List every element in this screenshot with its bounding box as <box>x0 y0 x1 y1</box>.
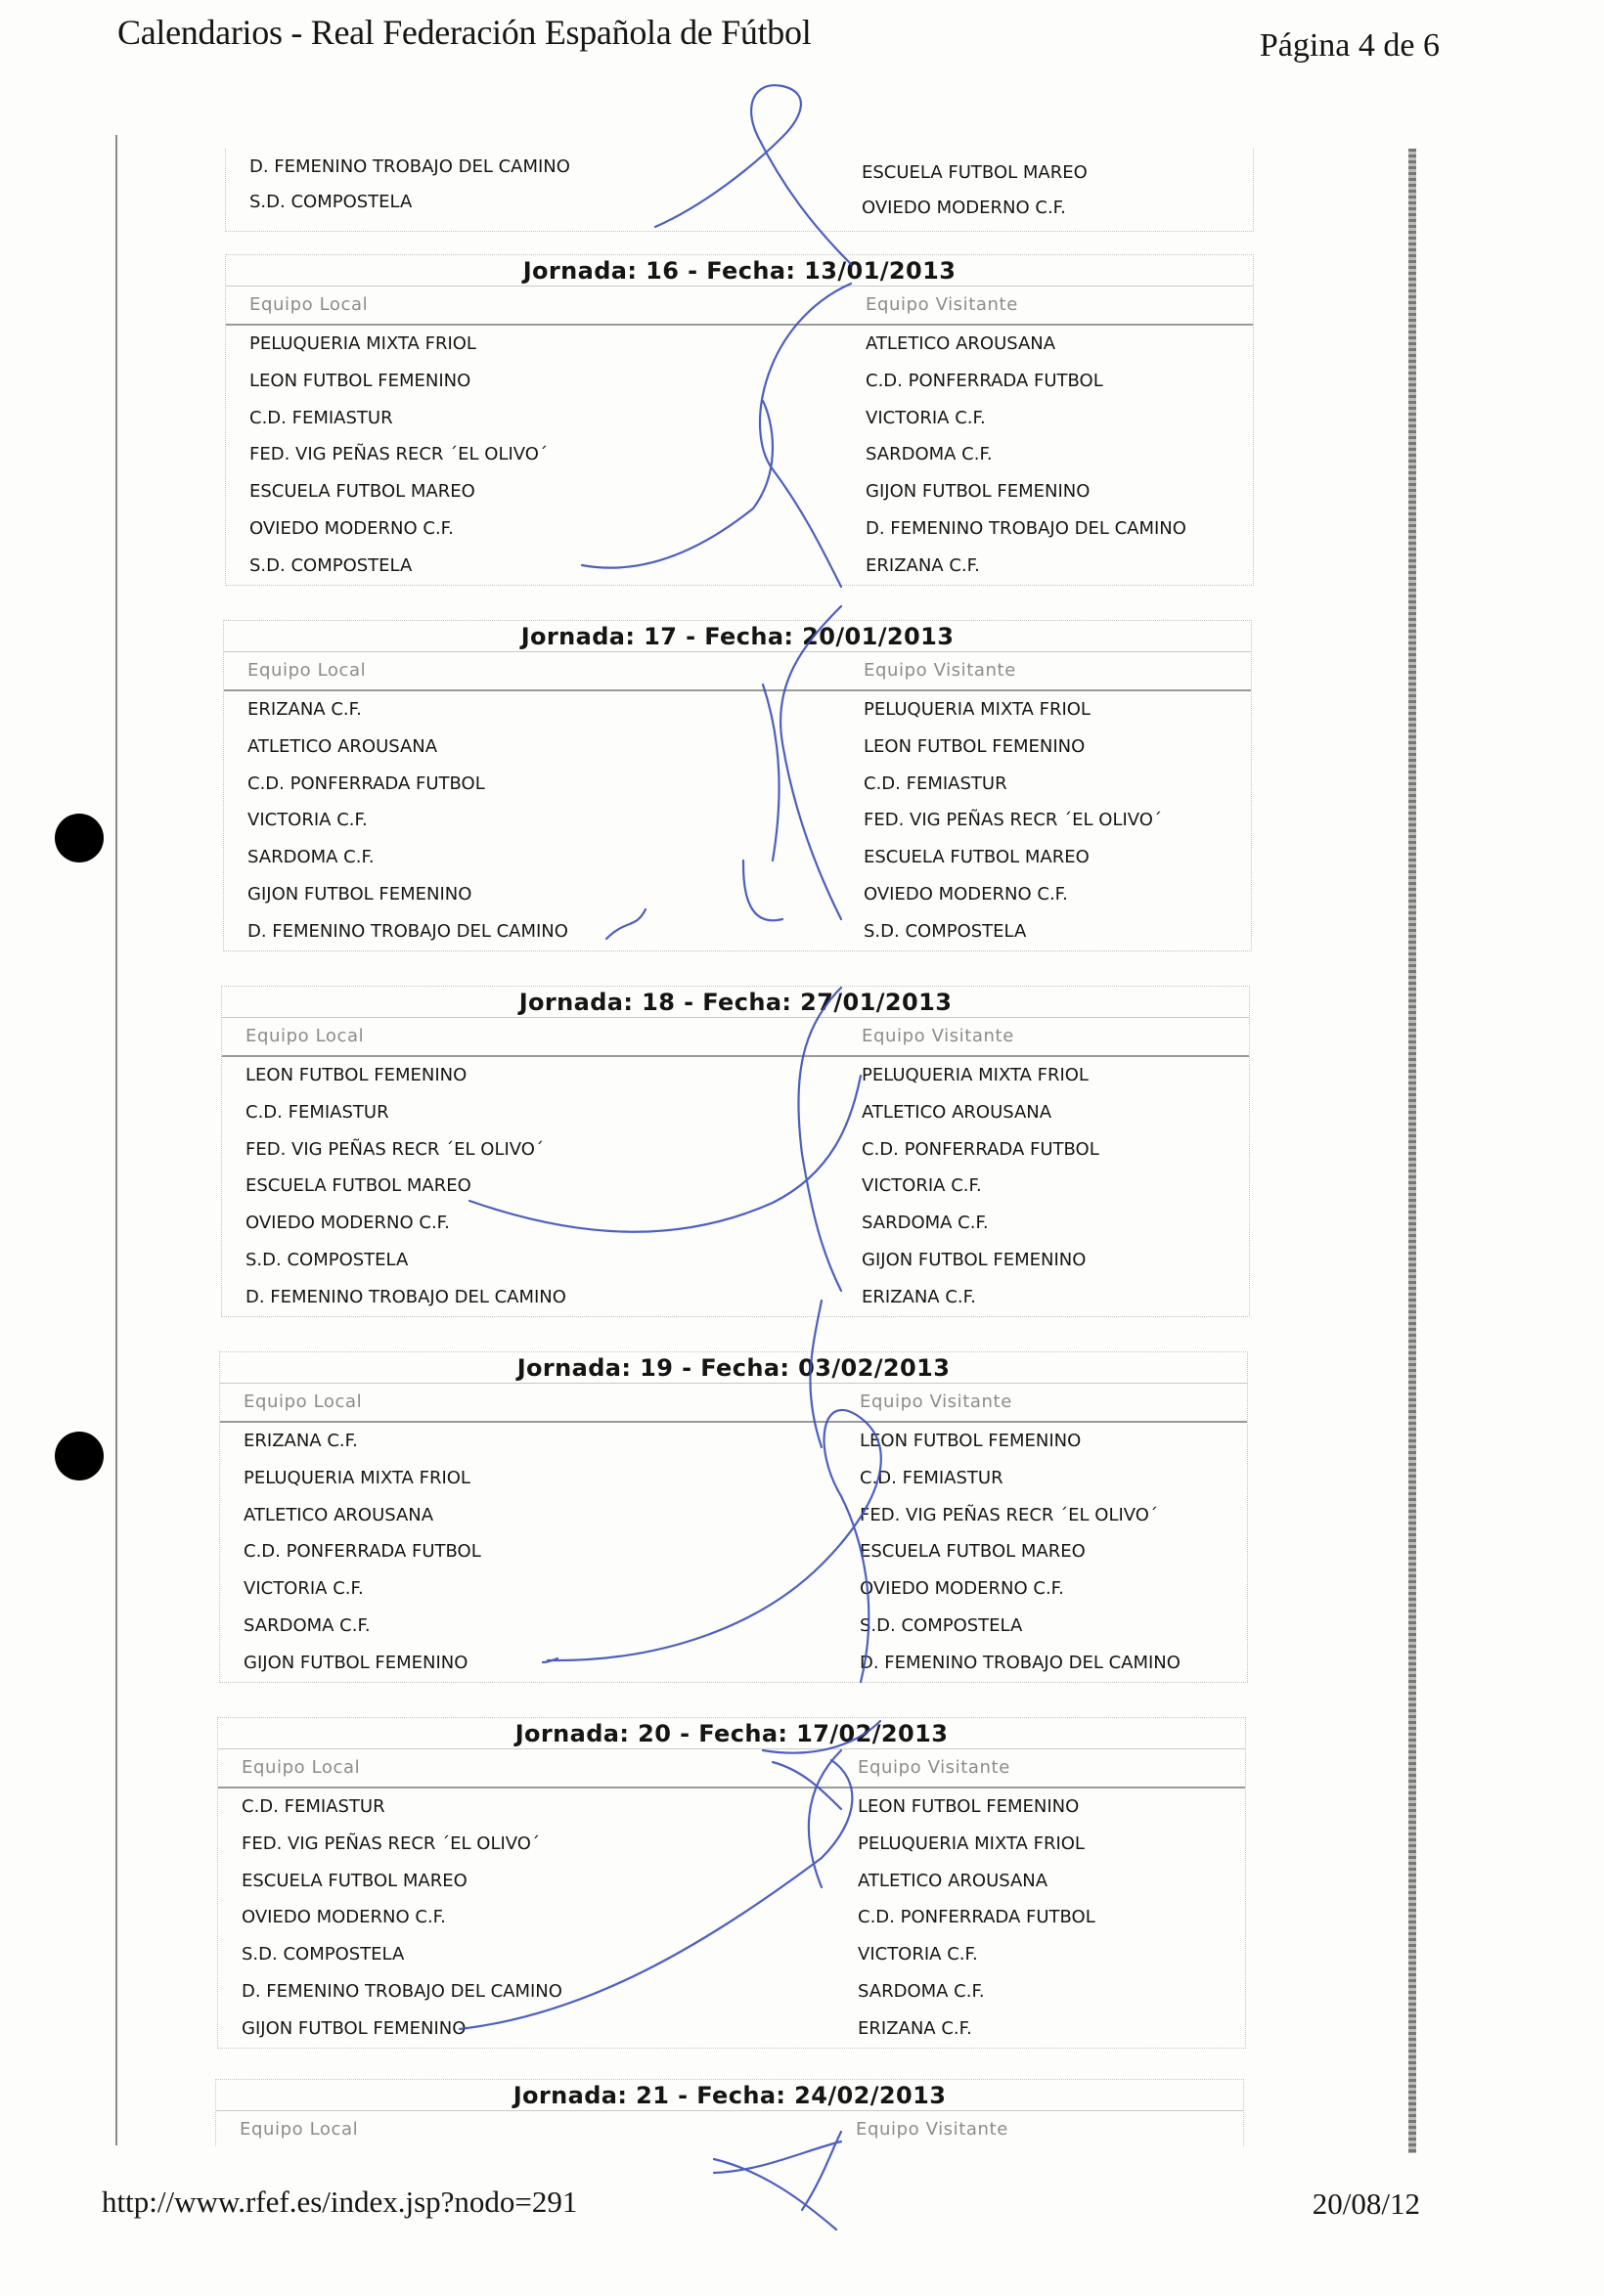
visitante-header: Equipo Visitante <box>864 660 1016 681</box>
local-header: Equipo Local <box>249 294 369 315</box>
visiting-team: GIJON FUTBOL FEMENINO <box>866 481 1091 503</box>
match-row <box>224 766 1251 803</box>
jornada-title: Jornada: 20 - Fecha: 17/02/2013 <box>218 1718 1245 1749</box>
local-team: C.D. FEMIASTUR <box>249 407 393 428</box>
match-row <box>224 876 1251 913</box>
match-row <box>220 1423 1247 1460</box>
match-row <box>220 1570 1247 1608</box>
match-row <box>224 729 1251 766</box>
visiting-team: S.D. COMPOSTELA <box>864 920 1027 942</box>
visiting-team: ESCUELA FUTBOL MAREO <box>862 162 1088 183</box>
local-team: VICTORIA C.F. <box>244 1578 364 1600</box>
visiting-team: PELUQUERIA MIXTA FRIOL <box>864 699 1091 720</box>
match-row <box>222 1279 1249 1316</box>
footer-url: http://www.rfef.es/index.jsp?nodo=291 <box>102 2185 578 2219</box>
match-row <box>226 326 1253 363</box>
match-row <box>218 2010 1245 2048</box>
visiting-team: C.D. PONFERRADA FUTBOL <box>862 1138 1099 1160</box>
visiting-team: LEON FUTBOL FEMENINO <box>858 1796 1080 1817</box>
visiting-team: VICTORIA C.F. <box>862 1175 982 1197</box>
page-title: Calendarios - Real Federación Española de Fútbol <box>117 13 812 52</box>
jornada-title: Jornada: 16 - Fecha: 13/01/2013 <box>226 255 1253 287</box>
local-team: GIJON FUTBOL FEMENINO <box>244 1652 468 1673</box>
match-row <box>220 1645 1247 1682</box>
match-row <box>220 1608 1247 1645</box>
visiting-team: ESCUELA FUTBOL MAREO <box>860 1541 1086 1563</box>
visiting-team: OVIEDO MODERNO C.F. <box>860 1578 1064 1600</box>
match-row <box>222 1131 1249 1169</box>
visiting-team: SARDOMA C.F. <box>862 1213 989 1234</box>
visiting-team: LEON FUTBOL FEMENINO <box>864 735 1086 757</box>
visiting-team: PELUQUERIA MIXTA FRIOL <box>858 1832 1085 1854</box>
local-team: VICTORIA C.F. <box>247 810 368 831</box>
jornada-block <box>223 620 1252 951</box>
match-row <box>218 1936 1245 1973</box>
local-team: ATLETICO AROUSANA <box>244 1504 434 1525</box>
match-row <box>218 1788 1245 1826</box>
match-row <box>222 1057 1249 1094</box>
match-row <box>226 149 1253 186</box>
jornada-block <box>215 2079 1244 2146</box>
match-row <box>222 1168 1249 1205</box>
local-team: LEON FUTBOL FEMENINO <box>249 370 471 391</box>
match-row <box>222 1205 1249 1242</box>
jornada-title: Jornada: 21 - Fecha: 24/02/2013 <box>216 2080 1243 2111</box>
visiting-team: OVIEDO MODERNO C.F. <box>862 198 1066 218</box>
match-row <box>222 1094 1249 1131</box>
local-header: Equipo Local <box>247 660 367 681</box>
page-number: Página 4 de 6 <box>1259 27 1440 64</box>
visitante-header: Equipo Visitante <box>860 1391 1012 1412</box>
visiting-team: LEON FUTBOL FEMENINO <box>860 1431 1082 1451</box>
visiting-team: ATLETICO AROUSANA <box>862 1101 1052 1123</box>
local-team: ERIZANA C.F. <box>244 1431 358 1451</box>
column-headers <box>216 2111 1243 2146</box>
visiting-team: ATLETICO AROUSANA <box>866 333 1056 354</box>
match-row <box>218 1973 1245 2010</box>
jornada-title: Jornada: 19 - Fecha: 03/02/2013 <box>220 1352 1247 1384</box>
visiting-team: ERIZANA C.F. <box>866 554 980 576</box>
match-row <box>224 839 1251 876</box>
local-header: Equipo Local <box>245 1026 365 1046</box>
column-headers <box>224 652 1251 691</box>
match-row <box>226 548 1253 585</box>
match-row <box>226 436 1253 473</box>
local-team: PELUQUERIA MIXTA FRIOL <box>249 333 476 354</box>
visiting-team: C.D. FEMIASTUR <box>860 1467 1003 1488</box>
jornada-title: Jornada: 17 - Fecha: 20/01/2013 <box>224 621 1251 652</box>
column-headers <box>222 1018 1249 1057</box>
match-row <box>224 802 1251 839</box>
match-row <box>226 400 1253 437</box>
local-team: ATLETICO AROUSANA <box>247 735 438 757</box>
visiting-team: OVIEDO MODERNO C.F. <box>864 883 1068 905</box>
match-row <box>220 1497 1247 1534</box>
local-team: FED. VIG PEÑAS RECR ´EL OLIVO´ <box>245 1138 544 1160</box>
visiting-team: C.D. PONFERRADA FUTBOL <box>858 1907 1095 1928</box>
local-header: Equipo Local <box>242 1757 361 1778</box>
local-team: OVIEDO MODERNO C.F. <box>245 1213 450 1234</box>
local-team: GIJON FUTBOL FEMENINO <box>242 2017 467 2039</box>
local-team: SARDOMA C.F. <box>244 1614 371 1636</box>
local-team: C.D. FEMIASTUR <box>245 1101 389 1123</box>
local-header: Equipo Local <box>240 2119 359 2140</box>
column-headers <box>226 287 1253 326</box>
jornada-block <box>225 254 1254 586</box>
footer-date: 20/08/12 <box>1312 2186 1420 2221</box>
visiting-team: SARDOMA C.F. <box>866 444 993 465</box>
local-team: PELUQUERIA MIXTA FRIOL <box>244 1467 470 1488</box>
match-row <box>224 913 1251 950</box>
visiting-team: D. FEMENINO TROBAJO DEL CAMINO <box>866 517 1186 539</box>
local-team: S.D. COMPOSTELA <box>242 1944 405 1965</box>
local-team: D. FEMENINO TROBAJO DEL CAMINO <box>242 1980 562 2002</box>
match-row <box>218 1899 1245 1936</box>
continued-block <box>225 149 1254 232</box>
local-header: Equipo Local <box>244 1391 363 1412</box>
jornada-block <box>221 986 1250 1317</box>
visiting-team: S.D. COMPOSTELA <box>860 1614 1023 1636</box>
jornada-block <box>217 1717 1246 2049</box>
visiting-team: VICTORIA C.F. <box>858 1944 978 1965</box>
local-team: SARDOMA C.F. <box>247 847 375 868</box>
visiting-team: PELUQUERIA MIXTA FRIOL <box>862 1065 1089 1085</box>
match-row <box>220 1533 1247 1570</box>
local-team: FED. VIG PEÑAS RECR ´EL OLIVO´ <box>249 444 548 465</box>
local-team: OVIEDO MODERNO C.F. <box>249 517 454 539</box>
local-team: ERIZANA C.F. <box>247 699 362 720</box>
local-team: ESCUELA FUTBOL MAREO <box>242 1870 468 1891</box>
visiting-team: ERIZANA C.F. <box>862 1286 976 1307</box>
visiting-team: VICTORIA C.F. <box>866 407 986 428</box>
visiting-team: C.D. FEMIASTUR <box>864 773 1007 794</box>
visiting-team: ESCUELA FUTBOL MAREO <box>864 847 1090 868</box>
local-team: C.D. PONFERRADA FUTBOL <box>244 1541 481 1563</box>
match-row <box>226 363 1253 400</box>
local-team: S.D. COMPOSTELA <box>249 192 413 212</box>
column-headers <box>218 1749 1245 1788</box>
visiting-team: ERIZANA C.F. <box>858 2017 972 2039</box>
local-team: S.D. COMPOSTELA <box>245 1249 409 1270</box>
visiting-team: ATLETICO AROUSANA <box>858 1870 1048 1891</box>
visitante-header: Equipo Visitante <box>858 1757 1010 1778</box>
visitante-header: Equipo Visitante <box>856 2119 1008 2140</box>
visiting-team: FED. VIG PEÑAS RECR ´EL OLIVO´ <box>860 1504 1158 1525</box>
match-row <box>218 1863 1245 1900</box>
match-row <box>220 1460 1247 1497</box>
local-team: OVIEDO MODERNO C.F. <box>242 1907 446 1928</box>
local-team: C.D. PONFERRADA FUTBOL <box>247 773 485 794</box>
visitante-header: Equipo Visitante <box>862 1026 1014 1046</box>
jornada-title: Jornada: 18 - Fecha: 27/01/2013 <box>222 987 1249 1018</box>
punch-hole <box>55 1432 104 1480</box>
local-team: GIJON FUTBOL FEMENINO <box>247 883 472 905</box>
jornada-block <box>219 1351 1248 1683</box>
right-scan-edge <box>1408 149 1416 2153</box>
local-team: LEON FUTBOL FEMENINO <box>245 1065 468 1085</box>
visitante-header: Equipo Visitante <box>866 294 1018 315</box>
local-team: S.D. COMPOSTELA <box>249 554 413 576</box>
match-row <box>226 186 1253 223</box>
match-row <box>218 1826 1245 1863</box>
punch-hole <box>55 814 104 862</box>
match-row <box>222 1242 1249 1279</box>
match-row <box>224 691 1251 729</box>
local-team: D. FEMENINO TROBAJO DEL CAMINO <box>249 156 570 177</box>
local-team: ESCUELA FUTBOL MAREO <box>245 1175 471 1197</box>
visiting-team: D. FEMENINO TROBAJO DEL CAMINO <box>860 1652 1181 1673</box>
visiting-team: SARDOMA C.F. <box>858 1980 985 2002</box>
column-headers <box>220 1384 1247 1423</box>
visiting-team: GIJON FUTBOL FEMENINO <box>862 1249 1087 1270</box>
local-team: FED. VIG PEÑAS RECR ´EL OLIVO´ <box>242 1832 540 1854</box>
local-team: ESCUELA FUTBOL MAREO <box>249 481 475 503</box>
visiting-team: C.D. PONFERRADA FUTBOL <box>866 370 1103 391</box>
match-row <box>226 473 1253 510</box>
local-team: C.D. FEMIASTUR <box>242 1796 385 1817</box>
left-binding-line <box>115 135 117 2145</box>
local-team: D. FEMENINO TROBAJO DEL CAMINO <box>245 1286 566 1307</box>
match-row <box>226 510 1253 548</box>
visiting-team: FED. VIG PEÑAS RECR ´EL OLIVO´ <box>864 810 1162 831</box>
local-team: D. FEMENINO TROBAJO DEL CAMINO <box>247 920 568 942</box>
